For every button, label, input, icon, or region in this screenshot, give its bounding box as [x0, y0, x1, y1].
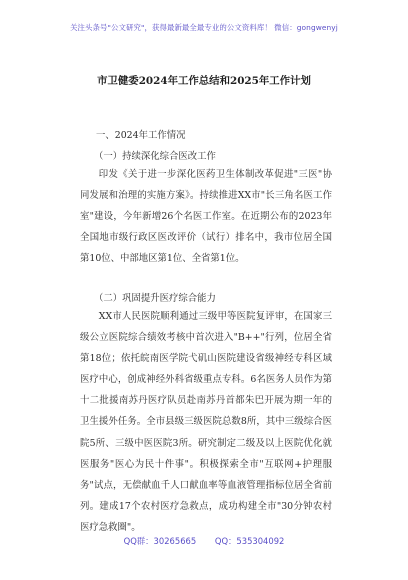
paragraph-medical-capacity: XX市人民医院顺利通过三级甲等医院复评审，在国家三级公立医院综合绩效考核中首次进入"B++"行列，位居全省第18位；依托皖南医学院弋矶山医院建设省级神经专科区域医疗中心，创成神经外科省级重点专科。6名医务人员作为第十二批援南苏丹医疗队员赴南苏丹首都朱巴开展为期一年的卫生援外任务。全市县级三级医院总数8所，其中三级综合医院5所、三级中医医院3所。研究制定二级及以上医院优化就医服务"医心为民十件事"。积极探索全市"互联网+护理服务"试点，无偿献血千人口献血率等血液管理指标位居全省前列。建成17个农村医疗急救点，成功构建全市"30分钟农村医疗急救圈"。: [80, 311, 332, 533]
footer-qq-group: QQ群：30265665: [123, 536, 197, 546]
header-promo-note: 关注头条号"公文研究"，获得最新最全最专业的公文资料库！ 微信：gongwenyj: [70, 23, 338, 32]
footer-qq: QQ：535304092: [214, 536, 285, 546]
subsection-heading-1: （一）持续深化综合医改工作: [94, 151, 216, 162]
subsection-heading-2: （二）巩固提升医疗综合能力: [94, 293, 216, 304]
section-heading-1: 一、2024年工作情况: [96, 130, 186, 141]
paragraph-medical-reform: 印发《关于进一步深化医药卫生体制改革促进"三医"协同发展和治理的实施方案》。持续推进XX市"长三角名医工作室"建设，今年新增26个名医工作室。在近期公布的2023年全国地市级行政区医改评价（试行）排名中，我市位居全国第10位、中部地区第1位、全省第1位。: [80, 169, 332, 265]
footer-contact: [0, 535, 408, 547]
document-title: 市卫健委2024年工作总结和2025年工作计划: [97, 75, 311, 87]
